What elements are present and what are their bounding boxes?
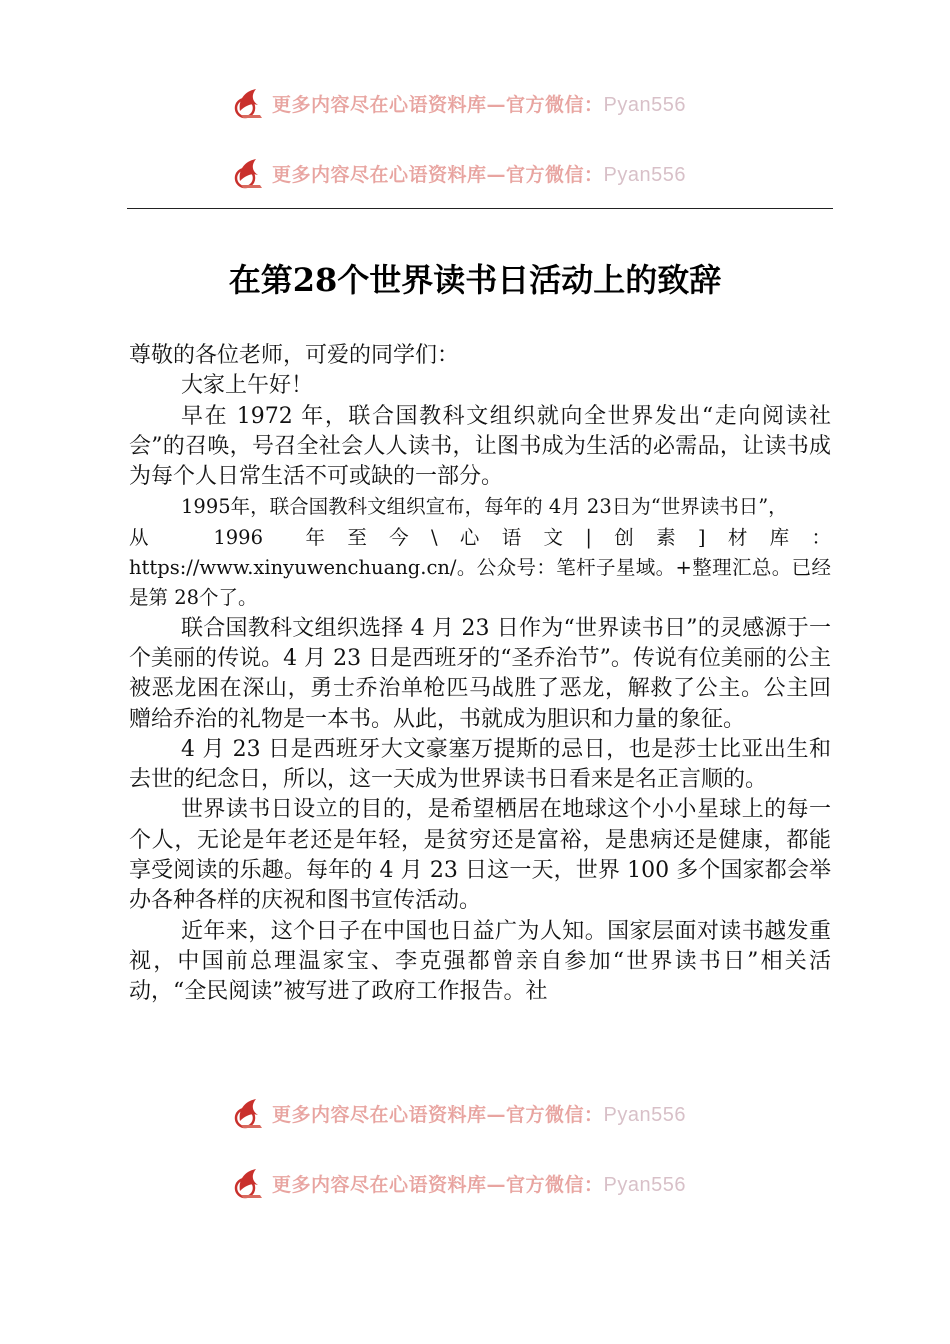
paragraph-2b: 从 1996 年至今\心语文|创素]材库： [129, 525, 831, 549]
page-title: 在第28个世界读书日活动上的致辞 [228, 261, 722, 299]
watermark-text: 更多内容尽在心语资料库—官方微信：Pyan556 [272, 93, 686, 116]
paragraph-6: 近年来，这个日子在中国也日益广为人知。国家层面对读书越发重视，中国前总理温家宝、李克强都曾亲自参加“世界读书日”相关活动，“全民阅读”被写进了政府工作报告。社 [129, 918, 831, 1005]
paragraph-2c: https://www.xinyuwenchuang.cn/。公众号：笔杆子星域。+整理汇总。已经是第 28个了。 [129, 556, 831, 610]
book-logo-icon [232, 1165, 268, 1201]
book-logo-icon [232, 155, 268, 191]
paragraph-5: 世界读书日设立的目的，是希望栖居在地球这个小小星球上的每一个人，无论是年老还是年轻，是贫穷还是富裕，是患病还是健康，都能享受阅读的乐趣。每年的 4 月 23 日这一天，世界 100 多个国家都会举办各种各样的庆祝和图书宣传活动。 [129, 797, 831, 914]
paragraph-2a: 1995年，联合国教科文组织宣布，每年的 4月 23日为“世界读书日”， [181, 495, 788, 519]
document-body [129, 341, 831, 1008]
header-divider [127, 208, 833, 209]
watermark-banner-top-1 [232, 84, 686, 122]
watermark-banner-bottom-2 [232, 1164, 686, 1202]
book-logo-icon [232, 85, 268, 121]
watermark-banner-bottom-1 [232, 1094, 686, 1132]
book-logo-icon [232, 1095, 268, 1131]
watermark-text: 更多内容尽在心语资料库—官方微信：Pyan556 [272, 1173, 686, 1196]
paragraph-1: 早在 1972 年，联合国教科文组织就向全世界发出“走向阅读社会”的召唤，号召全社会人人读书，让图书成为生活的必需品，让读书成为每个人日常生活不可或缺的一部分。 [129, 403, 831, 490]
salutation: 尊敬的各位老师，可爱的同学们： [129, 343, 460, 368]
watermark-banner-top-2 [232, 154, 686, 192]
watermark-text: 更多内容尽在心语资料库—官方微信：Pyan556 [272, 1103, 686, 1126]
watermark-text: 更多内容尽在心语资料库—官方微信：Pyan556 [272, 163, 686, 186]
paragraph-4: 4 月 23 日是西班牙大文豪塞万提斯的忌日，也是莎士比亚出生和去世的纪念日，所以，这一天成为世界读书日看来是名正言顺的。 [129, 736, 831, 793]
greeting: 大家上午好！ [181, 373, 314, 399]
paragraph-3: 联合国教科文组织选择 4 月 23 日作为“世界读书日”的灵感源于一个美丽的传说。4 月 23 日是西班牙的“圣乔治节”。传说有位美丽的公主被恶龙困在深山，勇士乔治单枪匹马战胜了恶龙，解救了公主。公主回赠给乔治的礼物是一本书。从此，书就成为胆识和力量的象征。 [129, 615, 831, 732]
